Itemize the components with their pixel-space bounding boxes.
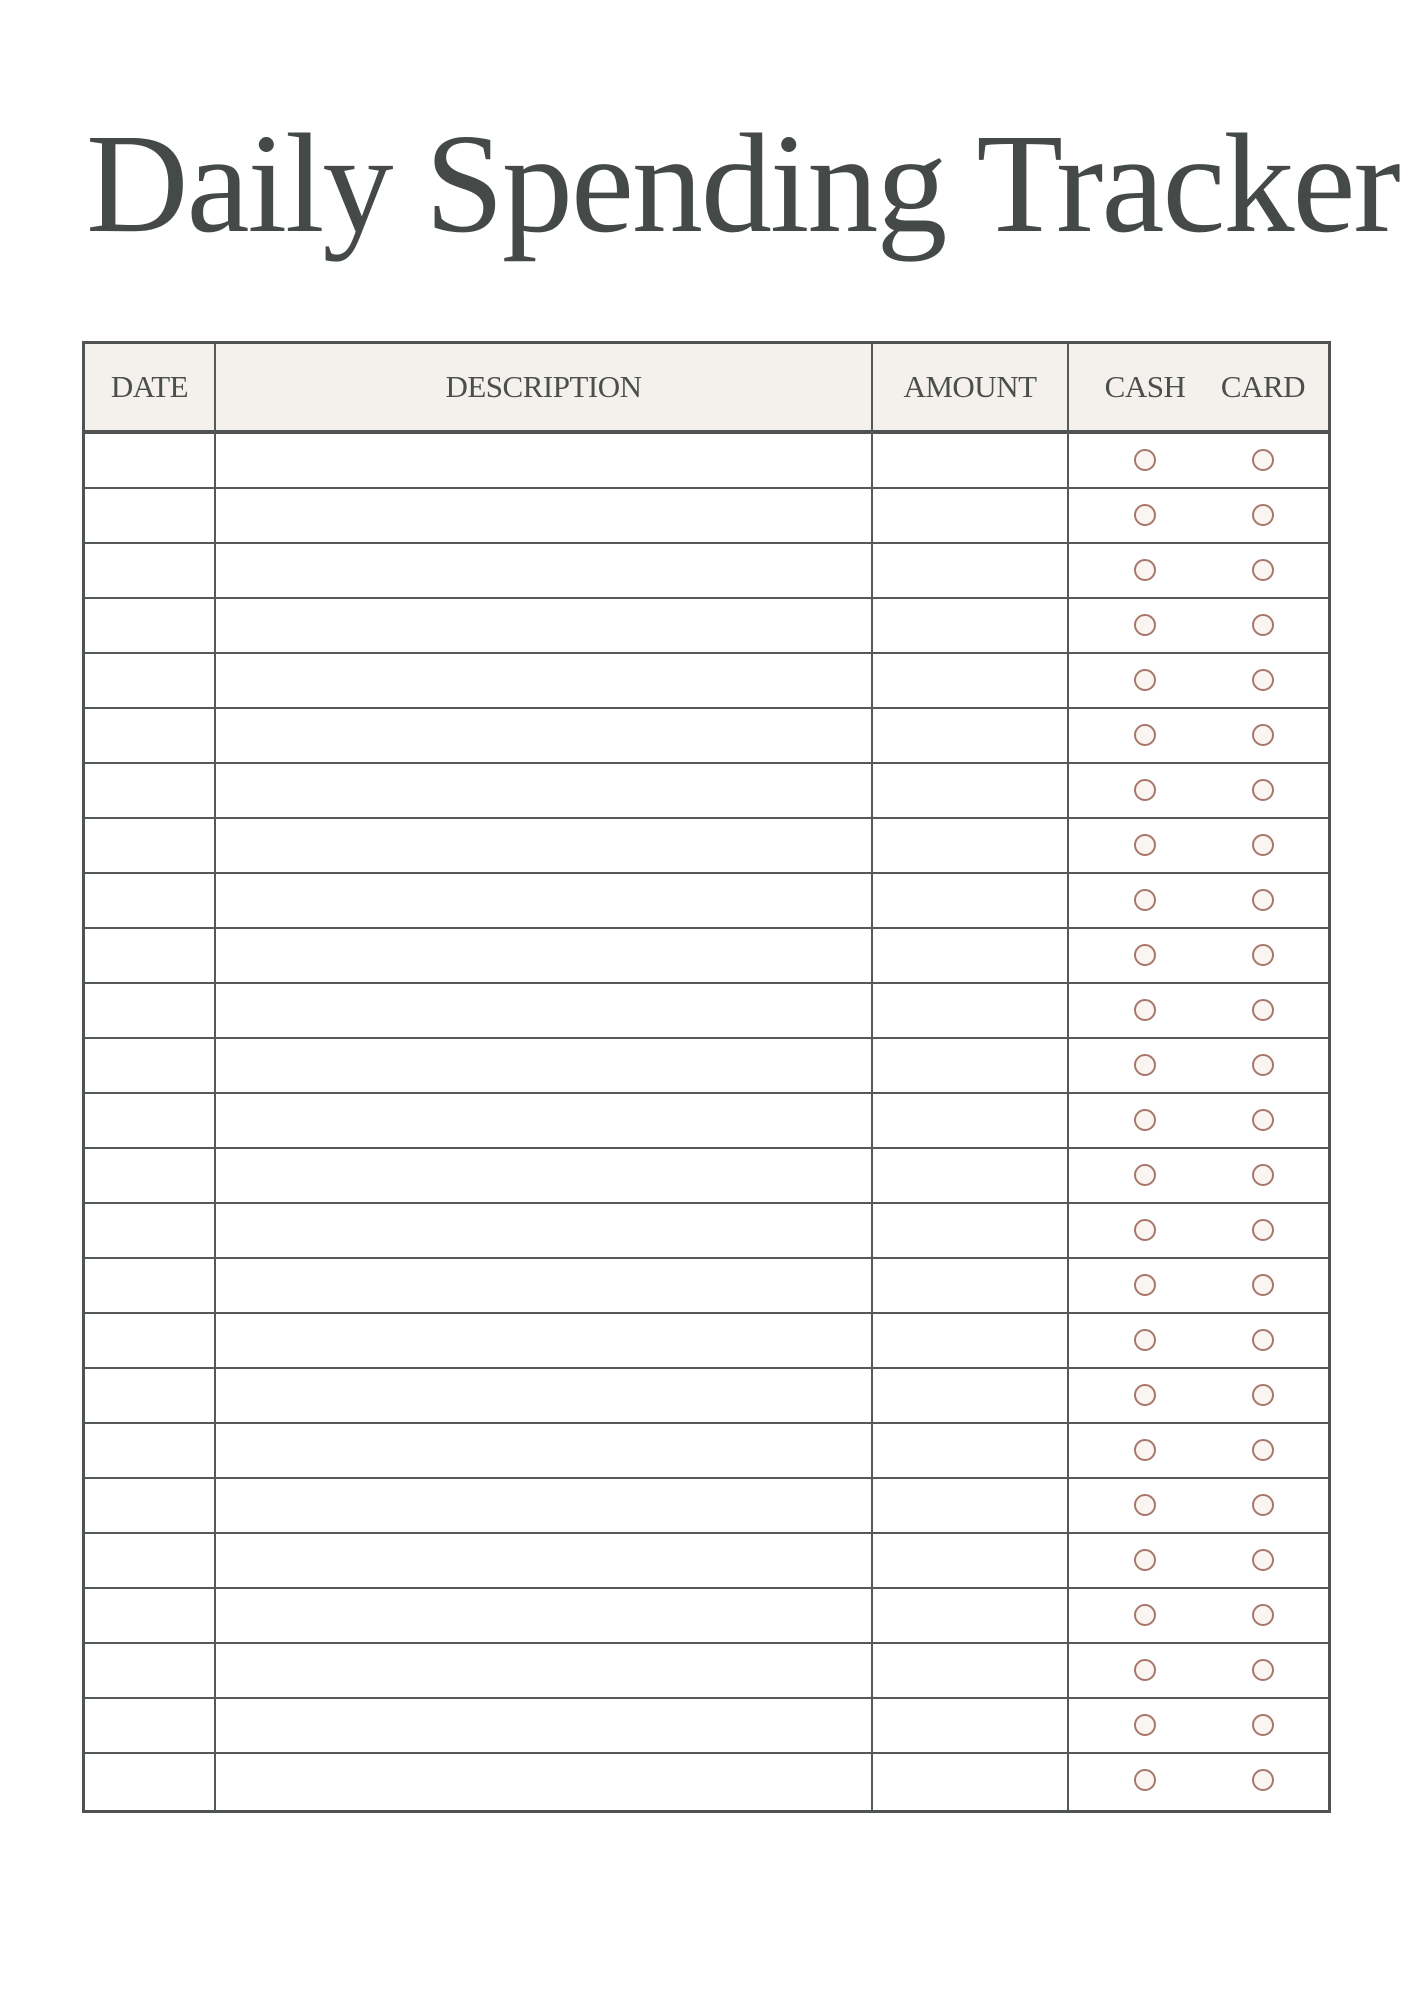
table-row [85,489,1328,544]
column-header-amount: AMOUNT [903,369,1037,404]
cash-radio[interactable] [1134,1549,1156,1571]
cash-radio[interactable] [1134,944,1156,966]
page-title: Daily Spending Tracker [86,104,1399,262]
table-row [85,1149,1328,1204]
column-header-description: DESCRIPTION [445,369,642,404]
table-row [85,1699,1328,1754]
cash-radio[interactable] [1134,449,1156,471]
table-row [85,1424,1328,1479]
table-row [85,599,1328,654]
cash-radio[interactable] [1134,669,1156,691]
card-radio[interactable] [1252,1384,1274,1406]
table-row [85,1479,1328,1534]
cash-radio[interactable] [1134,1054,1156,1076]
cash-radio[interactable] [1134,1109,1156,1131]
table-body [85,434,1328,1814]
card-radio[interactable] [1252,449,1274,471]
table-row [85,709,1328,764]
card-radio[interactable] [1252,1549,1274,1571]
card-radio[interactable] [1252,1604,1274,1626]
card-radio[interactable] [1252,1164,1274,1186]
cash-radio[interactable] [1134,1604,1156,1626]
card-radio[interactable] [1252,944,1274,966]
column-divider-amount [1067,344,1069,1810]
table-row [85,984,1328,1039]
card-radio[interactable] [1252,1659,1274,1681]
card-radio[interactable] [1252,889,1274,911]
card-radio[interactable] [1252,1219,1274,1241]
cash-radio[interactable] [1134,1714,1156,1736]
card-radio[interactable] [1252,559,1274,581]
card-radio[interactable] [1252,504,1274,526]
table-row [85,1589,1328,1644]
table-row [85,874,1328,929]
card-radio[interactable] [1252,669,1274,691]
cash-radio[interactable] [1134,614,1156,636]
cash-radio[interactable] [1134,1439,1156,1461]
cash-radio[interactable] [1134,1164,1156,1186]
table-row [85,1754,1328,1814]
card-radio[interactable] [1252,1494,1274,1516]
table-row [85,1314,1328,1369]
table-row [85,1369,1328,1424]
cash-radio[interactable] [1134,1329,1156,1351]
cash-radio[interactable] [1134,1659,1156,1681]
card-radio[interactable] [1252,1109,1274,1131]
card-radio[interactable] [1252,614,1274,636]
table-row [85,654,1328,709]
table-row [85,819,1328,874]
column-divider-description [871,344,873,1810]
table-row [85,1039,1328,1094]
card-radio[interactable] [1252,999,1274,1021]
table-row [85,1644,1328,1699]
card-radio[interactable] [1252,779,1274,801]
cash-radio[interactable] [1134,1769,1156,1791]
cash-radio[interactable] [1134,724,1156,746]
cash-radio[interactable] [1134,779,1156,801]
cash-radio[interactable] [1134,1274,1156,1296]
card-radio[interactable] [1252,1769,1274,1791]
table-row [85,1534,1328,1589]
table-row [85,1204,1328,1259]
column-divider-date [214,344,216,1810]
column-header-cash: CASH [1104,369,1186,404]
spending-table [82,341,1331,1813]
cash-radio[interactable] [1134,1219,1156,1241]
column-header-date: DATE [110,369,189,404]
cash-radio[interactable] [1134,1494,1156,1516]
card-radio[interactable] [1252,724,1274,746]
column-header-card: CARD [1220,369,1306,404]
card-radio[interactable] [1252,1274,1274,1296]
table-row [85,1094,1328,1149]
card-radio[interactable] [1252,1054,1274,1076]
cash-radio[interactable] [1134,999,1156,1021]
cash-radio[interactable] [1134,889,1156,911]
card-radio[interactable] [1252,1329,1274,1351]
table-row [85,764,1328,819]
table-row [85,544,1328,599]
card-radio[interactable] [1252,1439,1274,1461]
table-row [85,1259,1328,1314]
cash-radio[interactable] [1134,1384,1156,1406]
cash-radio[interactable] [1134,559,1156,581]
table-row [85,929,1328,984]
card-radio[interactable] [1252,834,1274,856]
table-header [85,344,1328,434]
cash-radio[interactable] [1134,834,1156,856]
card-radio[interactable] [1252,1714,1274,1736]
cash-radio[interactable] [1134,504,1156,526]
table-row [85,434,1328,489]
